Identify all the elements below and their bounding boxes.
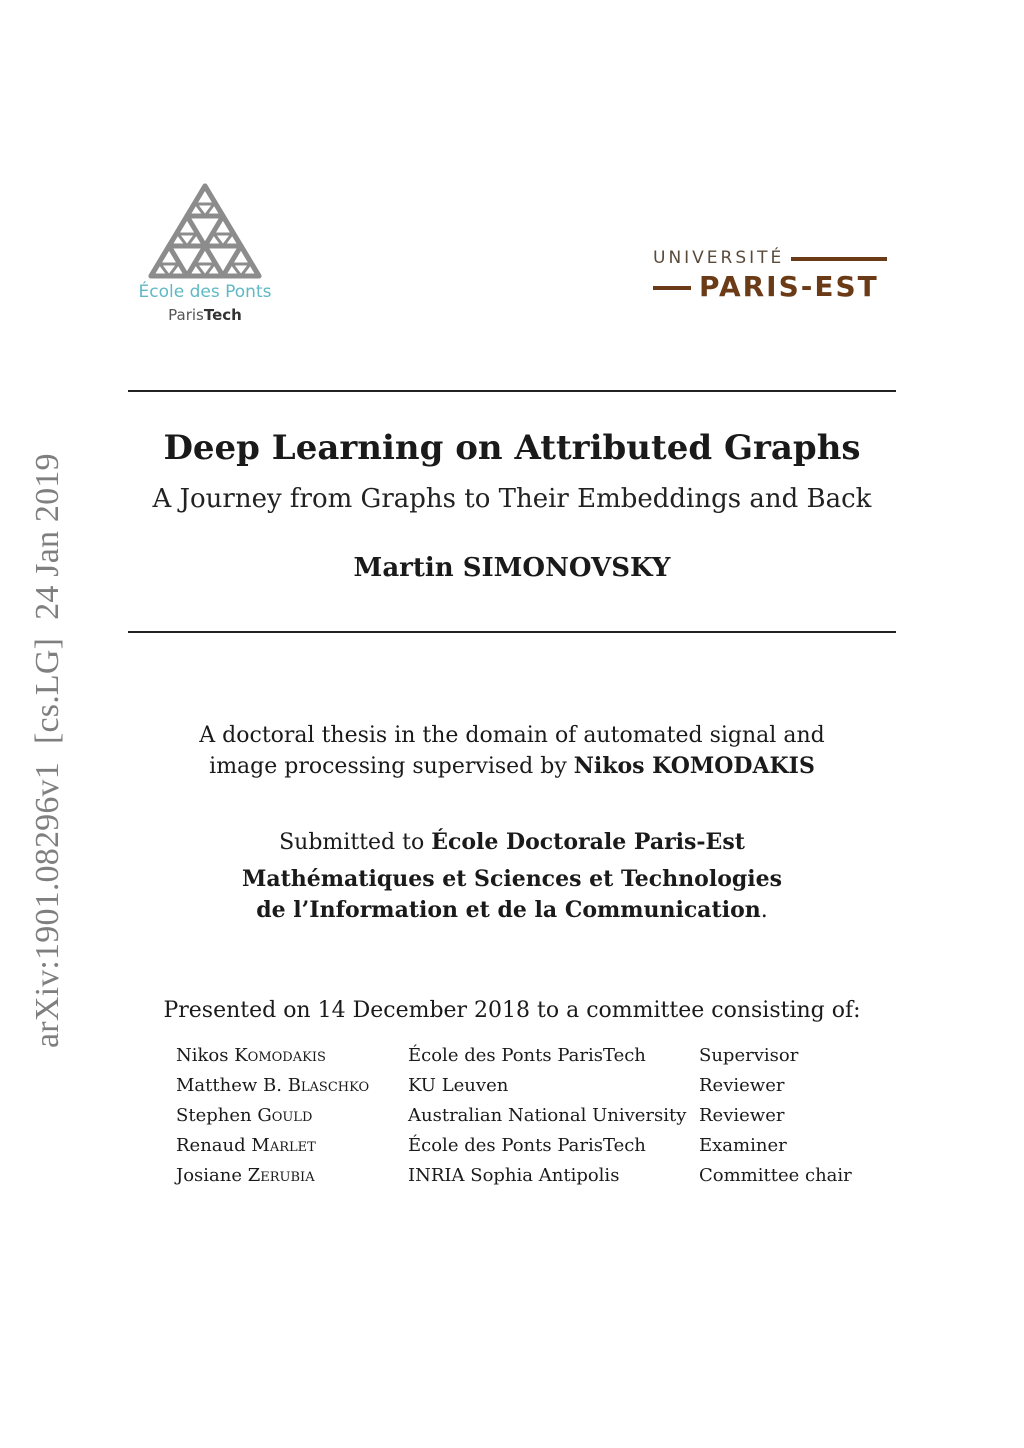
table-row bbox=[176, 1041, 852, 1071]
member-name: Renaud Marlet bbox=[176, 1135, 316, 1156]
thesis-subtitle: A Journey from Graphs to Their Embeddings and Back bbox=[152, 484, 872, 514]
member-name: Matthew B. Blaschko bbox=[176, 1075, 370, 1096]
submission-line1: Submitted to École Doctorale Paris-Est bbox=[279, 829, 745, 855]
member-name: Josiane Zerubia bbox=[176, 1165, 315, 1186]
arxiv-id: arXiv:1901.08296v1 bbox=[29, 762, 66, 1048]
submission-line2: Mathématiques et Sciences et Technologies bbox=[242, 866, 782, 892]
logo-paris-est: PARIS-EST bbox=[699, 270, 879, 303]
table-row bbox=[176, 1101, 852, 1131]
ecole-des-ponts-logo bbox=[130, 180, 280, 340]
logo-bottom-row bbox=[653, 270, 889, 304]
submission-line3: de l’Information et de la Communication. bbox=[256, 897, 768, 923]
logo-tech: Tech bbox=[203, 306, 242, 324]
table-row bbox=[176, 1071, 852, 1101]
submission-block bbox=[0, 827, 1024, 926]
member-affiliation: École des Ponts ParisTech bbox=[408, 1135, 646, 1156]
thesis-description-line1: A doctoral thesis in the domain of automated signal and bbox=[199, 723, 825, 748]
thesis-author: Martin SIMONOVSKY bbox=[353, 553, 671, 583]
member-affiliation: INRIA Sophia Antipolis bbox=[408, 1165, 620, 1186]
member-role: Supervisor bbox=[699, 1045, 799, 1066]
member-name: Nikos Komodakis bbox=[176, 1045, 326, 1066]
member-affiliation: École des Ponts ParisTech bbox=[408, 1045, 646, 1066]
table-row bbox=[176, 1161, 852, 1191]
logo-bottom-bar bbox=[653, 286, 691, 290]
member-role: Reviewer bbox=[699, 1075, 785, 1096]
member-role: Examiner bbox=[699, 1135, 787, 1156]
presented-line: Presented on 14 December 2018 to a committee consisting of: bbox=[163, 998, 861, 1023]
member-role: Reviewer bbox=[699, 1105, 785, 1126]
logo-top-bar bbox=[791, 257, 887, 261]
member-name: Stephen Gould bbox=[176, 1105, 313, 1126]
table-row bbox=[176, 1131, 852, 1161]
bottom-rule bbox=[128, 631, 896, 633]
member-affiliation: Australian National University bbox=[408, 1105, 687, 1126]
thesis-description-line2: image processing supervised by Nikos KOMODAKIS bbox=[209, 753, 815, 779]
committee-table bbox=[176, 1041, 852, 1191]
logo-school-name: École des Ponts bbox=[138, 282, 272, 302]
member-role: Committee chair bbox=[699, 1165, 852, 1186]
member-affiliation: KU Leuven bbox=[408, 1075, 509, 1096]
logo-universite: UNIVERSITÉ bbox=[653, 248, 785, 268]
arxiv-date: 24 Jan 2019 bbox=[29, 453, 66, 620]
top-rule bbox=[128, 390, 896, 392]
arxiv-category: [cs.LG] bbox=[29, 637, 66, 745]
thesis-description bbox=[0, 721, 1024, 782]
doctoral-school: École Doctorale Paris-Est bbox=[431, 829, 745, 855]
triangle-logo-icon bbox=[147, 180, 263, 280]
supervisor-name: Nikos KOMODAKIS bbox=[573, 753, 815, 779]
universite-paris-est-logo bbox=[653, 248, 889, 308]
logo-paris: Paris bbox=[168, 306, 204, 324]
thesis-title: Deep Learning on Attributed Graphs bbox=[163, 428, 861, 468]
logo-paristech bbox=[130, 306, 280, 324]
